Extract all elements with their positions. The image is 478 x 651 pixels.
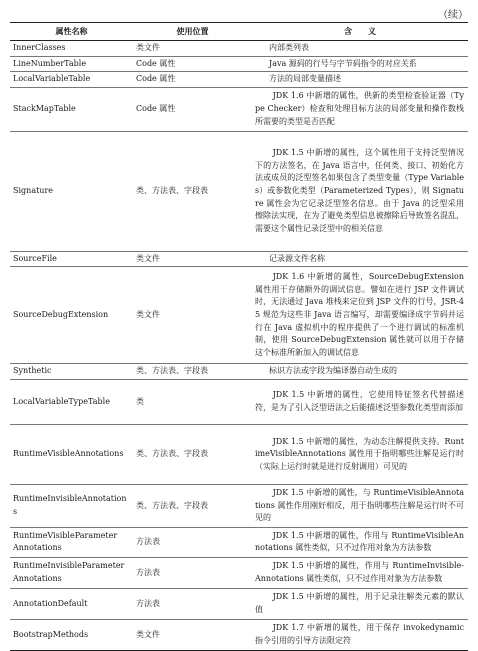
meaning-cell <box>252 41 468 57</box>
attribute-name: RuntimeInvisibleParameter <box>13 561 125 571</box>
attribute-name: Annotations <box>13 573 62 583</box>
attribute-name: LocalVariableTypeTable <box>13 396 110 406</box>
meaning-text: 记录源文件名称 <box>269 253 325 263</box>
meaning-text: JDK 1.5 中新增的属性，为动态注解提供支持。RuntimeVisibleAnnotations 属性用于指明哪些注解是运行时（实际上运行时就是进行反射调用）可见的 <box>255 436 464 471</box>
table-row <box>10 267 468 364</box>
table-row <box>10 131 468 251</box>
attribute-name-cell <box>10 557 133 588</box>
meaning-cell <box>252 527 468 557</box>
table-row <box>10 588 468 619</box>
meaning-cell <box>252 588 468 619</box>
location-cell: 方法表 <box>133 588 252 619</box>
header-name: 属性名称 <box>10 23 133 41</box>
meaning-text: 标识方法或字段为编译器自动生成的 <box>269 366 397 376</box>
location-cell: 类文件 <box>133 619 252 650</box>
table-row <box>10 557 468 588</box>
attribute-name: RuntimeVisibleParameter <box>13 530 118 540</box>
header-location: 使用位置 <box>133 23 252 41</box>
table-row <box>10 87 468 131</box>
table-row <box>10 364 468 380</box>
attribute-name-cell <box>10 267 133 364</box>
table-row <box>10 251 468 267</box>
meaning-cell <box>252 424 468 484</box>
attribute-name: SourceDebugExtension <box>13 310 109 320</box>
meaning-cell <box>252 267 468 364</box>
attribute-name-cell <box>10 424 133 484</box>
location-cell: 类、方法表、字段表 <box>133 364 252 380</box>
attribute-name: InnerClasses <box>13 43 66 52</box>
attribute-name-cell <box>10 364 133 380</box>
meaning-text: Java 源码的行号与字节码指令的对应关系 <box>269 58 417 68</box>
meaning-text: JDK 1.5 中新增的属性，作用与 RuntimeInvisible-Annotations 属性类似，只不过作用对象为方法参数 <box>255 561 464 583</box>
location-cell: 类文件 <box>133 251 252 267</box>
attribute-name-cell <box>10 41 133 57</box>
attribute-name: RuntimeInvisibleAnnotations <box>13 494 127 516</box>
table-row <box>10 527 468 557</box>
attribute-name: LineNumberTable <box>13 58 87 68</box>
header-meaning: 含 义 <box>252 23 468 41</box>
meaning-cell <box>252 484 468 527</box>
table-body <box>10 41 468 651</box>
attribute-name-cell <box>10 484 133 527</box>
location-cell: Code 属性 <box>133 56 252 72</box>
attribute-name-cell <box>10 131 133 251</box>
location-cell: 方法表 <box>133 527 252 557</box>
attribute-name: StackMapTable <box>13 103 76 113</box>
attribute-name-cell <box>10 72 133 88</box>
attribute-name-cell <box>10 87 133 131</box>
table-row <box>10 56 468 72</box>
table-row <box>10 619 468 650</box>
meaning-text: JDK 1.5 中新增的属性，作用与 RuntimeVisibleAnnotations 属性类似，只不过作用对象为方法参数 <box>255 530 464 553</box>
meaning-text: JDK 1.6 中新增的属性，供新的类型检查验证器（Type Checker）检查和处理目标方法的局部变量和操作数栈所需要的类型是否匹配 <box>255 91 464 126</box>
attribute-table <box>10 22 468 651</box>
location-cell: 类文件 <box>133 267 252 364</box>
attribute-name-cell <box>10 379 133 424</box>
attribute-name-cell <box>10 619 133 650</box>
header-row <box>10 23 468 41</box>
attribute-name-cell <box>10 588 133 619</box>
meaning-text: JDK 1.5 中新增的属性，它使用特征签名代替描述符，是为了引入泛型语法之后能描述泛型参数化类型而添加 <box>255 390 464 412</box>
location-cell: Code 属性 <box>133 87 252 131</box>
location-cell: 类、方法表、字段表 <box>133 131 252 251</box>
meaning-cell <box>252 379 468 424</box>
meaning-text: JDK 1.6 中新增的属性，SourceDebugExtension 属性用于存储额外的调试信息。譬如在进行 JSP 文件调试时，无法通过 Java 堆栈来定位到 JSP 文件的行号，JSR-45 规范为这些非 Java 语言编写，却需要编译成字节码并运行在 Java 虚拟机中的程序提供了一个进行调试的标准机制，使用 SourceDebugExtension 属性就可以用于存储这个标准所新加入的调试信息 <box>255 272 464 357</box>
attribute-name: SourceFile <box>13 253 57 263</box>
meaning-cell <box>252 557 468 588</box>
attribute-name-cell <box>10 527 133 557</box>
table-row <box>10 379 468 424</box>
meaning-cell <box>252 131 468 251</box>
attribute-name: AnnotationDefault <box>13 598 88 608</box>
meaning-text: 方法的局部变量描述 <box>269 74 341 84</box>
meaning-cell <box>252 619 468 650</box>
table-row <box>10 72 468 88</box>
location-cell: 类、方法表、字段表 <box>133 424 252 484</box>
meaning-cell <box>252 251 468 267</box>
table-row <box>10 41 468 57</box>
location-cell: 类 <box>133 379 252 424</box>
meaning-cell <box>252 72 468 88</box>
meaning-text: JDK 1.5 中新增的属性，这个属性用于支持泛型情况下的方法签名，在 Java 语言中，任何类、接口、初始化方法或成员的泛型签名如果包含了类型变量（Type Variables）或参数化类型（Parameterized Types），则 Signature 属性会为它记录泛型签名信息。由于 Java 的泛型采用擦除法实现，在为了避免类型信息被擦除后导致签名混乱，需要这个属性记录泛型中的相关信息 <box>255 148 464 233</box>
attribute-name: LocalVariableTable <box>13 74 91 84</box>
location-cell: 类、方法表、字段表 <box>133 484 252 527</box>
meaning-cell <box>252 364 468 380</box>
meaning-text: 内部类列表 <box>269 43 309 52</box>
meaning-cell <box>252 56 468 72</box>
attribute-name: BootstrapMethods <box>13 629 89 639</box>
meaning-text: JDK 1.7 中新增的属性，用于保存 invokedynamic 指令引用的引导方法限定符 <box>255 623 464 645</box>
meaning-text: JDK 1.5 中新增的属性，用于记录注解类元素的默认值 <box>255 592 464 614</box>
attribute-name-cell <box>10 56 133 72</box>
table-row <box>10 484 468 527</box>
location-cell: 类文件 <box>133 41 252 57</box>
meaning-cell <box>252 87 468 131</box>
attribute-name-cell <box>10 251 133 267</box>
location-cell: Code 属性 <box>133 72 252 88</box>
table-row <box>10 424 468 484</box>
table-header <box>10 23 468 41</box>
meaning-text: JDK 1.5 中新增的属性，与 RuntimeVisibleAnnotations 属性作用刚好相反，用于指明哪些注解是运行时不可见的 <box>255 488 464 523</box>
continued-label: （续） <box>438 10 468 21</box>
attribute-name: RuntimeVisibleAnnotations <box>13 449 124 459</box>
location-cell: 方法表 <box>133 557 252 588</box>
attribute-name: Signature <box>13 185 54 195</box>
attribute-name: Synthetic <box>13 366 52 376</box>
attribute-name: Annotations <box>13 543 62 553</box>
